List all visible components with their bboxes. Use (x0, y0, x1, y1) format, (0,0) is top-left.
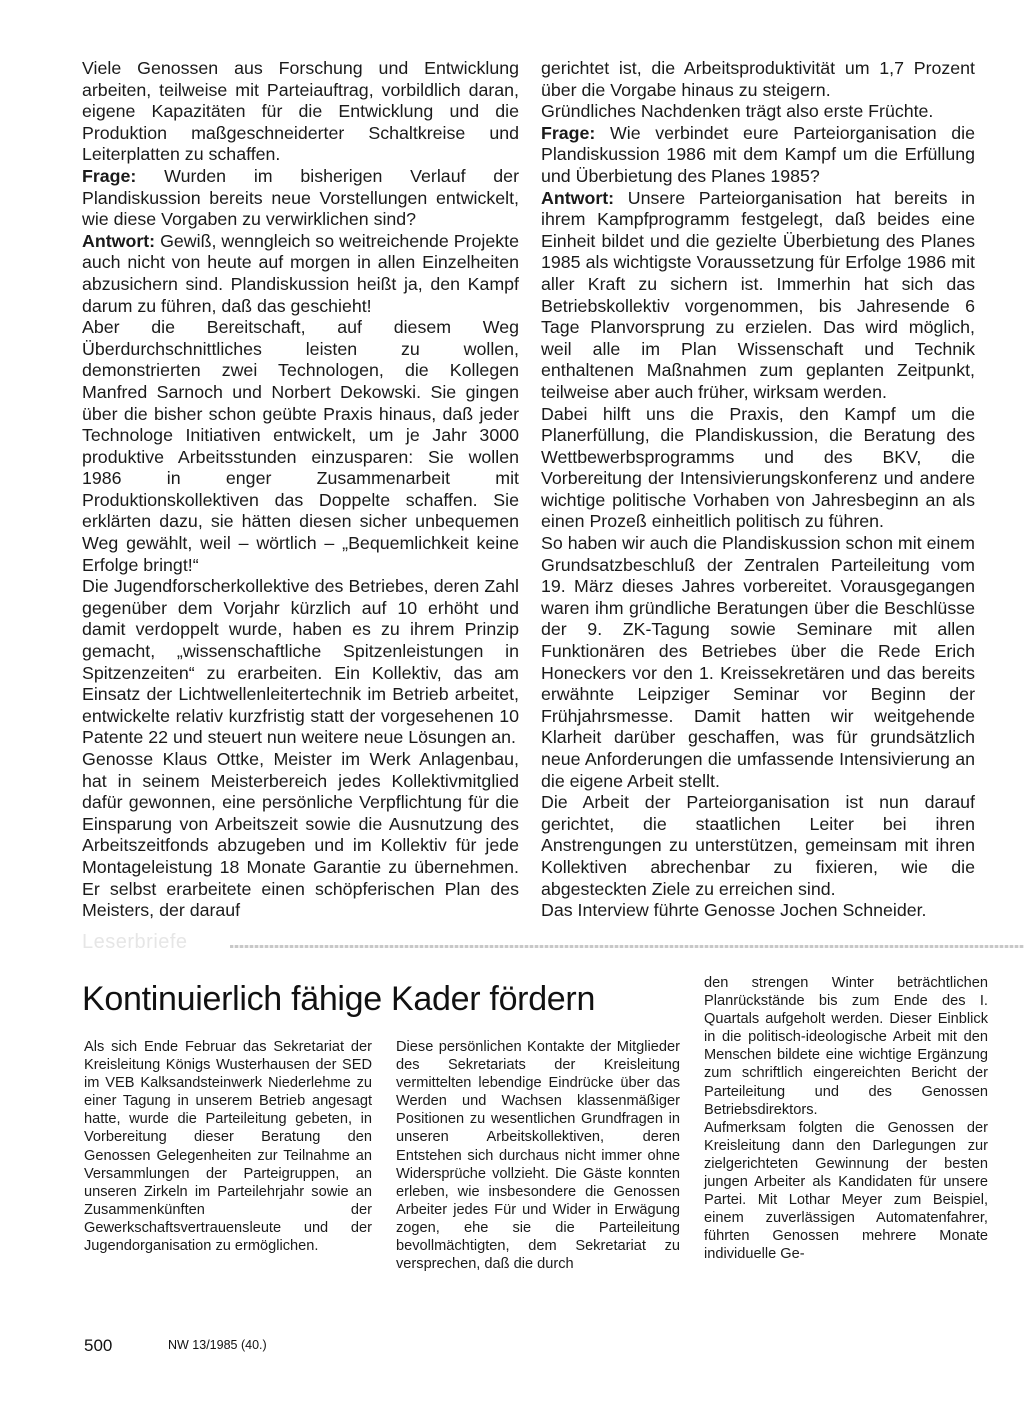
letter-paragraph: den strengen Winter beträchtlichen Planrückstände bis zum Ende des I. Quartals aufgeholt werden. Dieser Einblick in die politisch-ideologische Arbeit mit den Menschen bildete eine wichtige Ergänzung zum schriftlich eingereichten Bericht der Parteileitung und des Genossen Betriebsdirektors. (704, 975, 988, 1118)
interview-credit: Das Interview führte Genosse Jochen Schneider. (541, 900, 927, 921)
interview-answer (541, 188, 975, 404)
answer-text: Unsere Parteiorganisation hat bereits in ihrem Kampfprogramm festgelegt, daß beides eine Einheit bildet und die gezielte Überbietung des Planes 1985 als wichtigste Voraussetzung für Erfolge 1986 mit aller Kraft zu sichern ist. Immerhin hat sich das Betriebskollektiv vorgenommen, bis Jahresende 6 Tage Planvorsprung zu erzielen. Das wird möglich, weil alle im Plan Wissenschaft und Technik enthaltenen Maßnahmen zum geplanten Zeitpunkt, teilweise aber auch früher, wirksam werden. (541, 187, 975, 402)
interview-paragraph: Aber die Bereitschaft, auf diesem Weg Überdurchschnittliches leisten zu wollen, demonstrierten zwei Technologen, die Kollegen Manfred Sarnoch und Norbert Dekowski. Sie gingen über die bisher schon geübte Praxis hinaus, daß jeder Technologe Initiativen entwickelt, um je Jahr 3000 produktive Arbeitsstunden einzusparen: Sie wollen 1986 in enger Zusammenarbeit mit Produktionskollektiven das Doppelte schaffen. Sie erklärten dazu, sie hätten diesen sicher unbequemen Weg gewählt, weil – wörtlich – „Bequemlichkeit keine Erfolge bringt!“ (82, 317, 519, 575)
section-label: Leserbriefe (82, 931, 188, 953)
page-number: 500 (84, 1336, 113, 1355)
answer-label: Antwort: (82, 230, 156, 251)
interview-paragraph: Die Jugendforscherkollektive des Betriebes, deren Zahl gegenüber dem Vorjahr kürzlich auf 10 erhöht und damit verdoppelt wurde, haben es zu ihrem Prinzip gemacht, „wissenschaftliche Spitzenleistungen in Spitzenzeiten“ zu erarbeiten. Ein Kollektiv, das am Einsatz der Lichtwellenleitertechnik im Betrieb arbeitet, entwickelte relativ kurzfristig statt der vorgesehenen 10 Patente 22 und steuert nun weitere neue Lösungen an. (82, 576, 519, 748)
interview-question (541, 123, 975, 188)
issue-info: NW 13/1985 (40.) (168, 1338, 267, 1352)
interview-paragraph: Gründliches Nachdenken trägt also erste Früchte. (541, 101, 934, 122)
letter-headline: Kontinuierlich fähige Kader fördern (82, 980, 596, 1018)
question-label: Frage: (82, 165, 137, 186)
letter-paragraph: Als sich Ende Februar das Sekretariat der Kreisleitung Königs Wusterhausen der SED im VEB Kalksandsteinwerk Niederlehme zu einer Tagung in unserem Betrieb angesagt hatte, wurde die Parteileitung gebeten, in Vorbereitung dieser Beratung den Genossen Gelegenheiten zur Teilnahme an Versammlungen der Parteigruppen, an unseren Zirkeln im Parteilehrjahr sowie an Zusammenkünften der Gewerkschaftsvertrauensleute und der Jugendorganisation zu ermöglichen. (84, 1039, 372, 1255)
interview-paragraph: Genosse Klaus Ottke, Meister im Werk Anlagenbau, hat in seinem Meisterbereich jedes Kollektivmitglied dafür gewonnen, eine persönliche Verpflichtung für die Einsparung von Arbeitszeit sowie die Ausnutzung des Arbeitszeitfonds abzugeben und im Kollektiv für jede Montageleistung 18 Monate Garantie zu übernehmen. Er selbst erarbeitete einen schöpferischen Plan des Meisters, der darauf (82, 749, 519, 921)
letter-column-1 (84, 1038, 372, 1255)
question-text: Wurden im bisherigen Verlauf der Plandiskussion bereits neue Vorstellungen entwickelt, wie diese Vorgaben zu verwirklichen sind? (82, 165, 519, 230)
section-rubric (82, 931, 982, 959)
letter-paragraph: Diese persönlichen Kontakte der Mitglieder des Sekretariats der Kreisleitung vermittelten lebendige Eindrücke über das Werden und Wachsen klassenmäßiger Positionen zu wesentlichen Grundfragen in unseren Arbeitskollektiven, deren Entstehen sich durchaus nicht immer ohne Widersprüche vollzieht. Die Gäste konnten erleben, wie insbesondere die Genossen Arbeiter jedes Für und Wider in Erwägung zogen, ehe sie die Parteileitung bevollmächtigten, dem Sekretariat zu versprechen, daß die durch (396, 1039, 680, 1273)
section-divider (230, 945, 1024, 948)
answer-label: Antwort: (541, 187, 615, 208)
question-text: Wie verbindet eure Parteiorganisation die Plandiskussion 1986 mit dem Kampf um die Erfüllung und Überbietung des Planes 1985? (541, 122, 975, 186)
letter-column-3 (704, 974, 988, 1264)
interview-answer (82, 231, 519, 317)
question-label: Frage: (541, 122, 596, 143)
interview-paragraph: Die Arbeit der Parteiorganisation ist nun darauf gerichtet, die staatlichen Leiter bei ihren Anstrengungen zu unterstützen, gemeinsam mit ihren Kollektiven abrechenbar zu fixieren, wie die abgesteckten Ziele zu erreichen sind. (541, 792, 975, 899)
interview-paragraph: gerichtet ist, die Arbeitsproduktivität um 1,7 Prozent über die Vorgabe hinaus zu steigern. (541, 58, 975, 100)
interview-paragraph: Dabei hilft uns die Praxis, den Kampf um die Planerfüllung, die Plandiskussion, die Beratung des Wettbewerbsprogramms und des BKV, die Vorbereitung der Intensivierungskonferenz und andere wichtige politische Vorhaben von Jahresbeginn an als einen Prozeß einheitlich politisch zu führen. (541, 403, 975, 532)
interview-right-column (541, 58, 975, 922)
interview-paragraph: Viele Genossen aus Forschung und Entwicklung arbeiten, teilweise mit Parteiauftrag, vorbildlich daran, eigene Kapazitäten für die Entwicklung und die Produktion maßgeschneiderter Schaltkreise und Leiterplatten zu schaffen. (82, 58, 519, 165)
answer-text: Gewiß, wenngleich so weitreichende Projekte auch nicht von heute auf morgen in allen Einzelheiten abzusichern sind. Plandiskussion heißt ja, den Kampf darum zu führen, daß das geschieht! (82, 230, 519, 316)
letter-column-2 (396, 1038, 680, 1273)
interview-left-column (82, 58, 519, 922)
letter-paragraph: Aufmerksam folgten die Genossen der Kreisleitung dann den Darlegungen zur zielgerichteten Gewinnung der besten jungen Arbeiter als Kandidaten für unsere Partei. Mit Lothar Meyer zum Beispiel, einem zuverlässigen Automatenfahrer, führten Genossen mehrere Monate individuelle Ge- (704, 1119, 988, 1263)
interview-paragraph: So haben wir auch die Plandiskussion schon mit einem Grundsatzbeschluß der Zentralen Parteileitung vom 19. März dieses Jahres vorbereitet. Vorausgegangen waren ihm gründliche Beratungen über die Beschlüsse der 9. ZK-Tagung sowie Seminare mit allen Funktionären des Betriebes über die Rede Erich Honeckers vor den 1. Kreissekretären und das bereits erwähnte Leipziger Seminar vor Beginn der Frühjahrsmesse. Damit hatten wir weitgehende Klarheit darüber geschaffen, was für grundsätzlich neue Anforderungen die umfassende Intensivierung an die eigene Arbeit stellt. (541, 533, 975, 791)
interview-question (82, 166, 519, 231)
